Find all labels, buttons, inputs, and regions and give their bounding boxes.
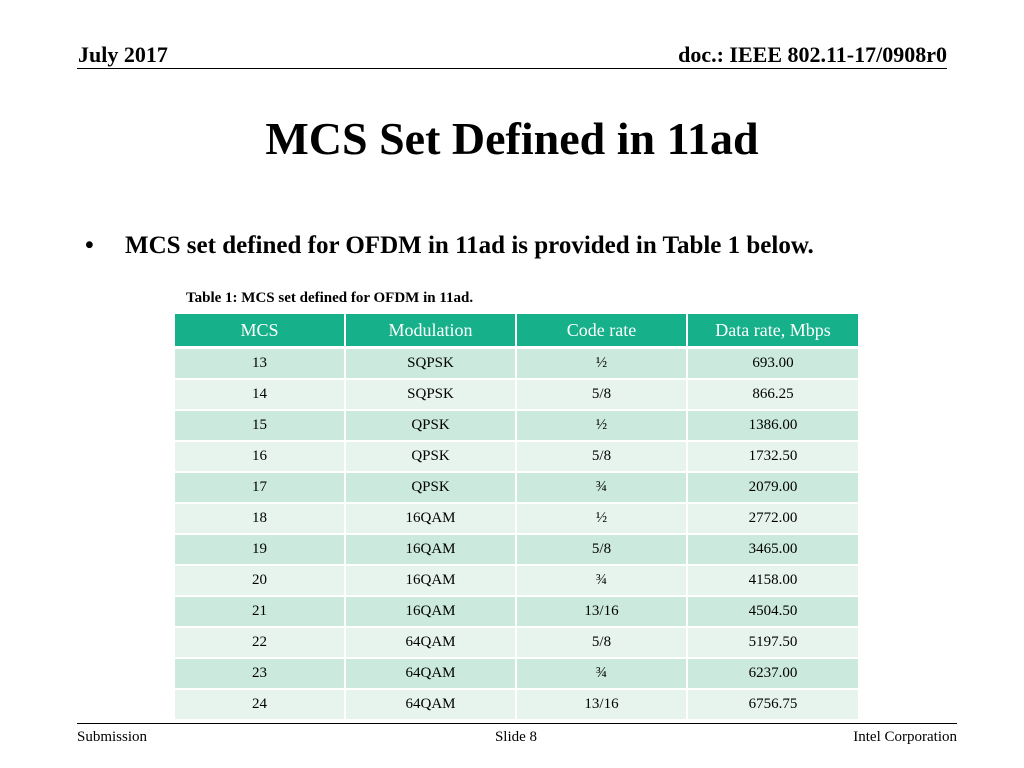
table-row bbox=[175, 503, 858, 534]
header-divider bbox=[77, 68, 947, 69]
table-row bbox=[175, 658, 858, 689]
cell-code-rate: ¾ bbox=[516, 658, 687, 689]
cell-mcs: 18 bbox=[175, 503, 345, 534]
cell-modulation: 64QAM bbox=[345, 627, 516, 658]
cell-code-rate: 5/8 bbox=[516, 627, 687, 658]
cell-code-rate: 5/8 bbox=[516, 534, 687, 565]
cell-data-rate: 693.00 bbox=[687, 348, 858, 380]
footer-organization: Intel Corporation bbox=[853, 729, 957, 745]
table-row bbox=[175, 565, 858, 596]
table-row bbox=[175, 534, 858, 565]
table-row bbox=[175, 410, 858, 441]
cell-modulation: SQPSK bbox=[345, 379, 516, 410]
cell-mcs: 17 bbox=[175, 472, 345, 503]
footer-submission: Submission bbox=[77, 729, 148, 745]
table-header-row bbox=[175, 314, 858, 348]
cell-code-rate: ½ bbox=[516, 410, 687, 441]
header-date: July 2017 bbox=[78, 42, 168, 67]
cell-modulation: QPSK bbox=[345, 410, 516, 441]
table-row bbox=[175, 689, 858, 720]
header-doc-id: doc.: IEEE 802.11-17/0908r0 bbox=[678, 42, 947, 67]
cell-data-rate: 6756.75 bbox=[687, 689, 858, 720]
cell-mcs: 23 bbox=[175, 658, 345, 689]
cell-code-rate: ½ bbox=[516, 348, 687, 380]
cell-modulation: 16QAM bbox=[345, 503, 516, 534]
cell-modulation: QPSK bbox=[345, 441, 516, 472]
footer-divider bbox=[77, 723, 957, 724]
table-row bbox=[175, 596, 858, 627]
column-header-mcs: MCS bbox=[175, 314, 345, 348]
column-header-modulation: Modulation bbox=[345, 314, 516, 348]
cell-mcs: 21 bbox=[175, 596, 345, 627]
cell-code-rate: ¾ bbox=[516, 472, 687, 503]
cell-mcs: 24 bbox=[175, 689, 345, 720]
table-row bbox=[175, 627, 858, 658]
cell-mcs: 19 bbox=[175, 534, 345, 565]
footer-slide-number: Slide 8 bbox=[494, 729, 538, 745]
cell-modulation: 64QAM bbox=[345, 689, 516, 720]
cell-mcs: 22 bbox=[175, 627, 345, 658]
table-caption: Table 1: MCS set defined for OFDM in 11ad. bbox=[186, 290, 474, 306]
column-header-code-rate: Code rate bbox=[516, 314, 687, 348]
cell-data-rate: 2079.00 bbox=[687, 472, 858, 503]
cell-code-rate: ¾ bbox=[516, 565, 687, 596]
table-row bbox=[175, 348, 858, 380]
cell-code-rate: ½ bbox=[516, 503, 687, 534]
slide-title: MCS Set Defined in 11ad bbox=[265, 113, 759, 164]
column-header-data-rate: Data rate, Mbps bbox=[687, 314, 858, 348]
cell-modulation: 64QAM bbox=[345, 658, 516, 689]
cell-code-rate: 13/16 bbox=[516, 596, 687, 627]
cell-mcs: 13 bbox=[175, 348, 345, 380]
cell-mcs: 14 bbox=[175, 379, 345, 410]
cell-code-rate: 5/8 bbox=[516, 379, 687, 410]
cell-modulation: 16QAM bbox=[345, 534, 516, 565]
table-row bbox=[175, 379, 858, 410]
table-row bbox=[175, 472, 858, 503]
bullet-text: MCS set defined for OFDM in 11ad is provided in Table 1 below. bbox=[125, 232, 814, 259]
mcs-table bbox=[175, 314, 858, 721]
cell-mcs: 20 bbox=[175, 565, 345, 596]
cell-mcs: 16 bbox=[175, 441, 345, 472]
cell-mcs: 15 bbox=[175, 410, 345, 441]
cell-data-rate: 1386.00 bbox=[687, 410, 858, 441]
bullet-marker: • bbox=[85, 232, 94, 259]
cell-code-rate: 13/16 bbox=[516, 689, 687, 720]
cell-data-rate: 4504.50 bbox=[687, 596, 858, 627]
cell-code-rate: 5/8 bbox=[516, 441, 687, 472]
cell-modulation: SQPSK bbox=[345, 348, 516, 380]
cell-data-rate: 3465.00 bbox=[687, 534, 858, 565]
cell-modulation: QPSK bbox=[345, 472, 516, 503]
cell-data-rate: 2772.00 bbox=[687, 503, 858, 534]
cell-data-rate: 6237.00 bbox=[687, 658, 858, 689]
cell-modulation: 16QAM bbox=[345, 565, 516, 596]
table-body bbox=[175, 348, 858, 721]
table-row bbox=[175, 441, 858, 472]
cell-data-rate: 866.25 bbox=[687, 379, 858, 410]
cell-data-rate: 4158.00 bbox=[687, 565, 858, 596]
bullet-item bbox=[85, 230, 814, 262]
cell-modulation: 16QAM bbox=[345, 596, 516, 627]
cell-data-rate: 1732.50 bbox=[687, 441, 858, 472]
cell-data-rate: 5197.50 bbox=[687, 627, 858, 658]
